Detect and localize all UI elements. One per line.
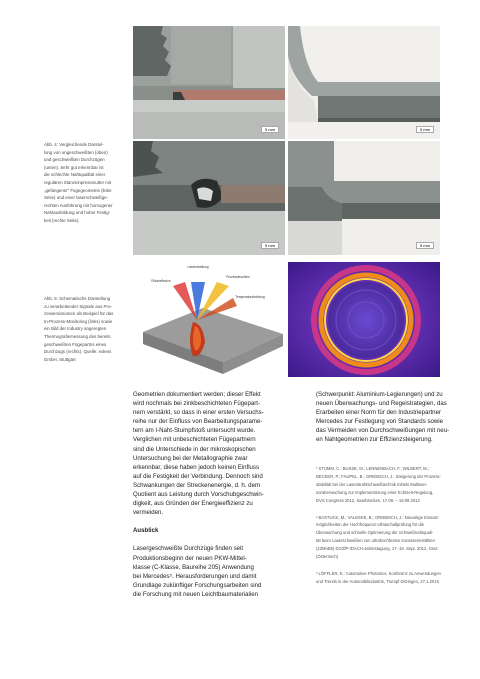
micrograph-unwelded-right bbox=[288, 26, 440, 139]
process-emission-schematic bbox=[133, 262, 285, 377]
figure-4-caption bbox=[44, 141, 127, 225]
schematic-label: Temperaturstrahlung bbox=[235, 295, 265, 299]
scale-bar: 5 mm bbox=[416, 242, 434, 249]
scale-bar: 5 mm bbox=[261, 126, 279, 133]
scale-bar: 5 mm bbox=[416, 126, 434, 133]
caption-text: Abb. 5: Schematische Darstellung zu verarbeitender Signale aus Pro- zessemissionen als Beispiel für das In-Prozess-Monitoring (links) sowie ein Bild der Industry angeregten Thermografiemessung des bereits geschweißten Fügepartns eines Durchzugs (rechts). Quelle: edevis GmbH, Stuttgart bbox=[44, 296, 114, 362]
references bbox=[316, 465, 448, 595]
body-column-right bbox=[316, 390, 456, 445]
micrograph-welded-right bbox=[288, 141, 440, 255]
micrograph-welded-left bbox=[133, 141, 285, 255]
body-column-left bbox=[133, 390, 303, 599]
body-paragraph: Lasergeschweißte Durchzüge finden seit Produktionsbeginn der neuen PKW-Mittel- klasse (C-Klasse, Baureihe 205) Anwendung bei Mercedes⁵. Herausforderungen und damit Grundlage zukünftiger Forschungsarbeiten sind die Forschung mit neuen Leichtbaumaterialien bbox=[133, 545, 262, 598]
schematic-label: Rückreflexion bbox=[151, 279, 171, 283]
reference-item: ¹ STUMM, C.; BUSSE, M.; LENNENBACH, F.; WILBERT, M.; BECKER, P.; FAUPEL, B.; GRIEBSCH, J.: Steigerung der Prozess- stabilität bei der Laserstrahlschweißtechnik mittels Multisen- sorüberwachung zur Implementierung einer Echtzeit-Regelung, DVS Congress 2012, Saarbrücken, 17.09. – 19.09.2012 bbox=[316, 466, 441, 503]
body-paragraph: (Schwerpunkt: Aluminium-Legierungen) und zu neuen Überwachungs- und Regelstrategien, das Erarbeiten einer Norm für den Industriepartner Mercedes zur Festlegung von Standards sowie das Vermeiden von Durchschweißungen mit neu- en Nahtgeometrien zur Effizienzsteigerung. bbox=[316, 391, 450, 444]
reference-item: ³ LÖFFLER, K.: Automotive Photonics, Konferenz zu Anwendungen und Trends in der Automobilindustrie, Trumpf Ditzingen, 27.1.2015 bbox=[316, 570, 441, 584]
body-paragraph: Geometrien dokumentiert werden; dieser Effekt wird nochmals bei zinkbeschichteten Fügepart- nern verstärkt, so dass in einer ersten Versuchs- reihe nur der Einfluss von Bearbeitungsparame- tern am I-Naht-Stumpfstoß untersucht wurde. Verglichen mit unbeschichteten Fügepartnern sind die Unterschiede in der mikroskopischen Untersuchung bei der Metallographie zwar erkennbar, diese haben jedoch keinen Einfluss auf die Festigkeit der Verbindung. Dennoch sind Schwankungen der Streckenenergie, d. h. dem Quotient aus Leistung durch Vorschubgeschwin- digkeit, aus Gründen der Energieeffizienz zu vermeiden. bbox=[133, 391, 264, 517]
schematic-label: Laserstrahlung bbox=[187, 265, 209, 269]
micrograph-unwelded-left bbox=[133, 26, 285, 139]
schematic-label: Prozessleuchten bbox=[226, 275, 250, 279]
thermography-image bbox=[288, 262, 440, 377]
reference-item: ² BASTUCK, M.; VALESKE, B.; GRIEBSCH, J.: Neuartige Einsatz- möglichkeiten der Hochfrequenz-Ultraschallprüfung für die Überwachung und schnelle Optimierung der Schweißnahtquali- tät beim Laserschweißen von ultrahochfesten Karosseriestählen (22MnB5) DGZfP-/DACH-Jahrestagung, 17.-19. Sept. 2012, Graz (Österreich) bbox=[316, 514, 440, 560]
section-heading: Ausblick bbox=[133, 527, 159, 535]
figure-5-caption bbox=[44, 295, 127, 363]
caption-text: Abb. 4: Vergleichende Darstel- lung von ungeschweißten (oben) und geschweißten Durchzügen (unten). Sehr gut erkennbar ist die schlechte Nahtqualität einer regulären Stanzeinpressmutter mit „gefangener“ Fügegeometrie (linke Seite) und einer laserschweißge- rechten Ausführung mit homogener Nahtausbildung und hoher Festig- keit (rechte Seite). bbox=[44, 142, 113, 223]
scale-bar: 5 mm bbox=[261, 242, 279, 249]
